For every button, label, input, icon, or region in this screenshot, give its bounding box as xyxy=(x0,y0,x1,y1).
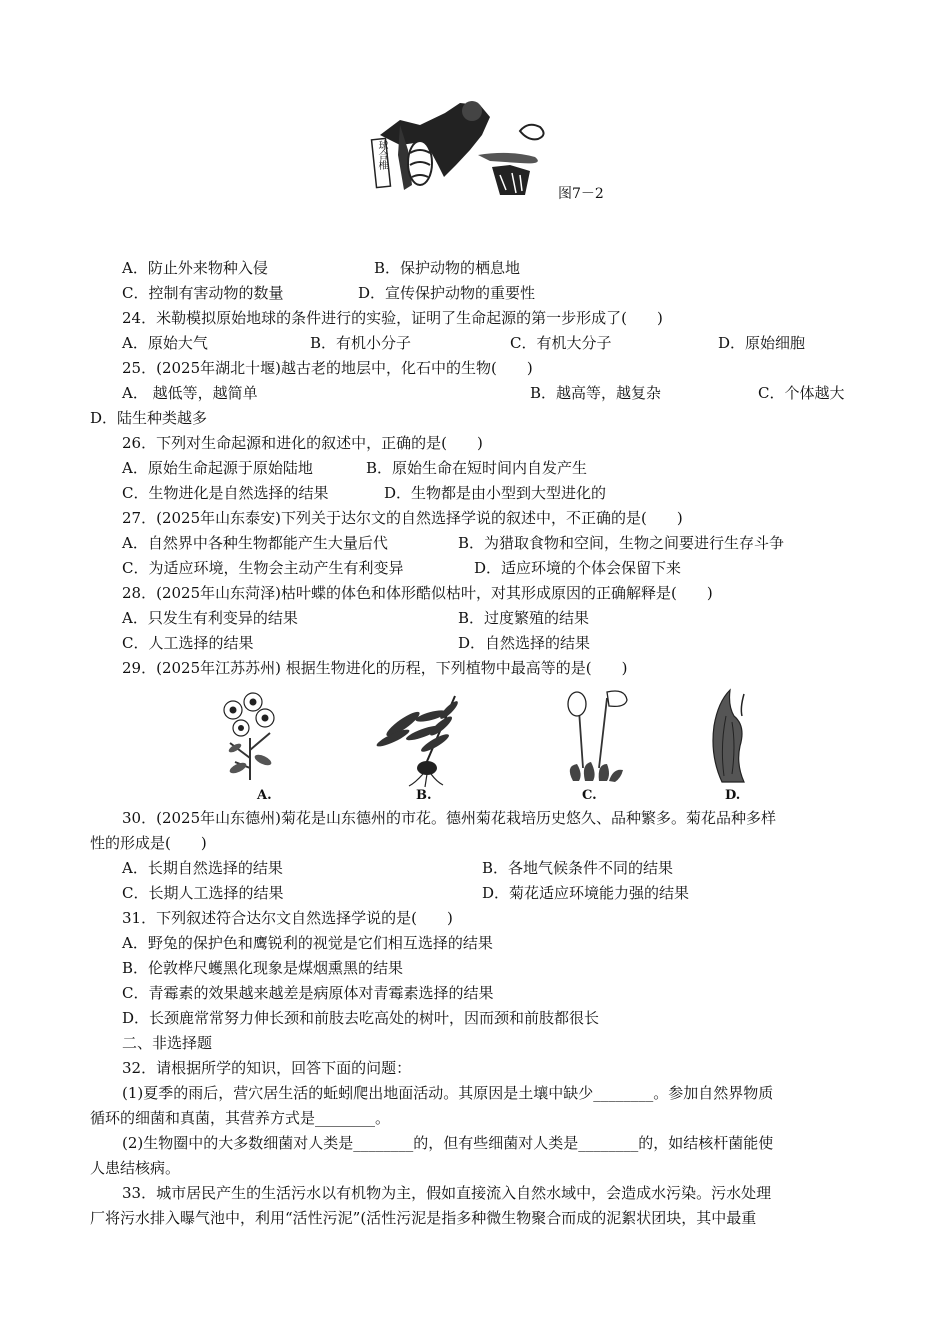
q30-stem-line2: 性的形成是( ) xyxy=(90,834,207,852)
q26-option-d: D．生物都是由小型到大型进化的 xyxy=(384,484,607,502)
q25-option-c: C．个体越大 xyxy=(758,384,845,402)
cartoon-figure xyxy=(360,95,580,205)
q26-option-c: C．生物进化是自然选择的结果 xyxy=(122,484,329,502)
section-heading: 二、非选择题 xyxy=(122,1034,213,1052)
q30-option-a: A．长期自然选择的结果 xyxy=(122,859,283,877)
q27-option-b: B．为猎取食物和空间，生物之间要进行生存斗争 xyxy=(458,534,785,552)
q23-option-b: B．保护动物的栖息地 xyxy=(374,259,521,277)
q23-option-c: C．控制有害动物的数量 xyxy=(122,284,284,302)
q27-stem: 27．(2025年山东泰安)下列关于达尔文的自然选择学说的叙述中，不正确的是( ) xyxy=(122,509,683,527)
figure-vertical-label: 球合椎 xyxy=(376,140,387,170)
q31-option-b: B．伦敦桦尺蠖黑化现象是煤烟熏黑的结果 xyxy=(122,959,404,977)
q25-stem: 25．(2025年湖北十堰)越古老的地层中，化石中的生物( ) xyxy=(122,359,533,377)
q27-option-c: C．为适应环境，生物会主动产生有利变异 xyxy=(122,559,404,577)
plant-c-moss-image xyxy=(555,686,645,786)
q24-stem: 24．米勒模拟原始地球的条件进行的实验，证明了生命起源的第一步形成了( ) xyxy=(122,309,663,327)
q26-stem: 26．下列对生命起源和进化的叙述中，正确的是( ) xyxy=(122,434,483,452)
q24-option-c: C．有机大分子 xyxy=(510,334,612,352)
figure-caption: 图7－2 xyxy=(558,186,604,202)
q27-option-d: D．适应环境的个体会保留下来 xyxy=(474,559,682,577)
q28-option-b: B．过度繁殖的结果 xyxy=(458,609,590,627)
plant-b-fern-image xyxy=(365,688,465,788)
q29-stem: 29．(2025年江苏苏州) 根据生物进化的历程，下列植物中最高等的是( ) xyxy=(122,659,628,677)
q26-option-b: B．原始生命在短时间内自发产生 xyxy=(366,459,588,477)
plant-c-label: C. xyxy=(582,788,597,803)
plant-a-flower-image xyxy=(205,688,295,783)
q24-option-d: D．原始细胞 xyxy=(718,334,806,352)
q23-option-d: D．宣传保护动物的重要性 xyxy=(358,284,536,302)
q30-stem-line1: 30．(2025年山东德州)菊花是山东德州的市花。德州菊花栽培历史悠久、品种繁多。菊花品种多样 xyxy=(122,809,776,827)
q25-option-b: B．越高等，越复杂 xyxy=(530,384,662,402)
q31-option-c: C．青霉素的效果越来越差是病原体对青霉素选择的结果 xyxy=(122,984,494,1002)
q28-option-a: A．只发生有利变异的结果 xyxy=(122,609,298,627)
q28-option-c: C．人工选择的结果 xyxy=(122,634,254,652)
plant-b-label: B. xyxy=(416,788,432,803)
q32-part2-line1: (2)生物圈中的大多数细菌对人类是________的，但有些细菌对人类是________的，如结核杆菌能使 xyxy=(122,1134,774,1152)
q30-option-c: C．长期人工选择的结果 xyxy=(122,884,284,902)
q32-part1-line1: (1)夏季的雨后，营穴居生活的蚯蚓爬出地面活动。其原因是土壤中缺少________。参加自然界物质 xyxy=(122,1084,774,1102)
plant-a-label: A. xyxy=(257,788,272,803)
q30-option-b: B．各地气候条件不同的结果 xyxy=(482,859,674,877)
q24-option-b: B．有机小分子 xyxy=(310,334,412,352)
q24-option-a: A．原始大气 xyxy=(122,334,208,352)
plant-d-label: D. xyxy=(725,788,741,803)
q33-line1: 33．城市居民产生的生活污水以有机物为主，假如直接流入自然水域中，会造成水污染。污水处理 xyxy=(122,1184,772,1202)
q28-option-d: D．自然选择的结果 xyxy=(458,634,591,652)
q32-stem: 32．请根据所学的知识，回答下面的问题： xyxy=(122,1059,412,1077)
q25-option-d: D．陆生种类越多 xyxy=(90,409,208,427)
q31-stem: 31．下列叙述符合达尔文自然选择学说的是( ) xyxy=(122,909,453,927)
q31-option-d: D．长颈鹿常常努力伸长颈和前肢去吃高处的树叶，因而颈和前肢都很长 xyxy=(122,1009,600,1027)
q27-option-a: A．自然界中各种生物都能产生大量后代 xyxy=(122,534,388,552)
q33-line2: 厂将污水排入曝气池中，利用“活性污泥”(活性污泥是指多种微生物聚合而成的泥絮状团块，其中最重 xyxy=(90,1209,757,1227)
q32-part1-line2: 循环的细菌和真菌，其营养方式是________。 xyxy=(90,1109,391,1127)
q26-option-a: A．原始生命起源于原始陆地 xyxy=(122,459,313,477)
q25-option-a: A． 越低等，越简单 xyxy=(122,384,258,402)
q30-option-d: D．菊花适应环境能力强的结果 xyxy=(482,884,690,902)
q31-option-a: A．野兔的保护色和鹰锐利的视觉是它们相互选择的结果 xyxy=(122,934,493,952)
q23-option-a: A．防止外来物种入侵 xyxy=(122,259,268,277)
plant-d-algae-image xyxy=(700,686,760,786)
q28-stem: 28．(2025年山东菏泽)枯叶蝶的体色和体形酷似枯叶，对其形成原因的正确解释是( ) xyxy=(122,584,713,602)
q32-part2-line2: 人患结核病。 xyxy=(90,1159,181,1177)
